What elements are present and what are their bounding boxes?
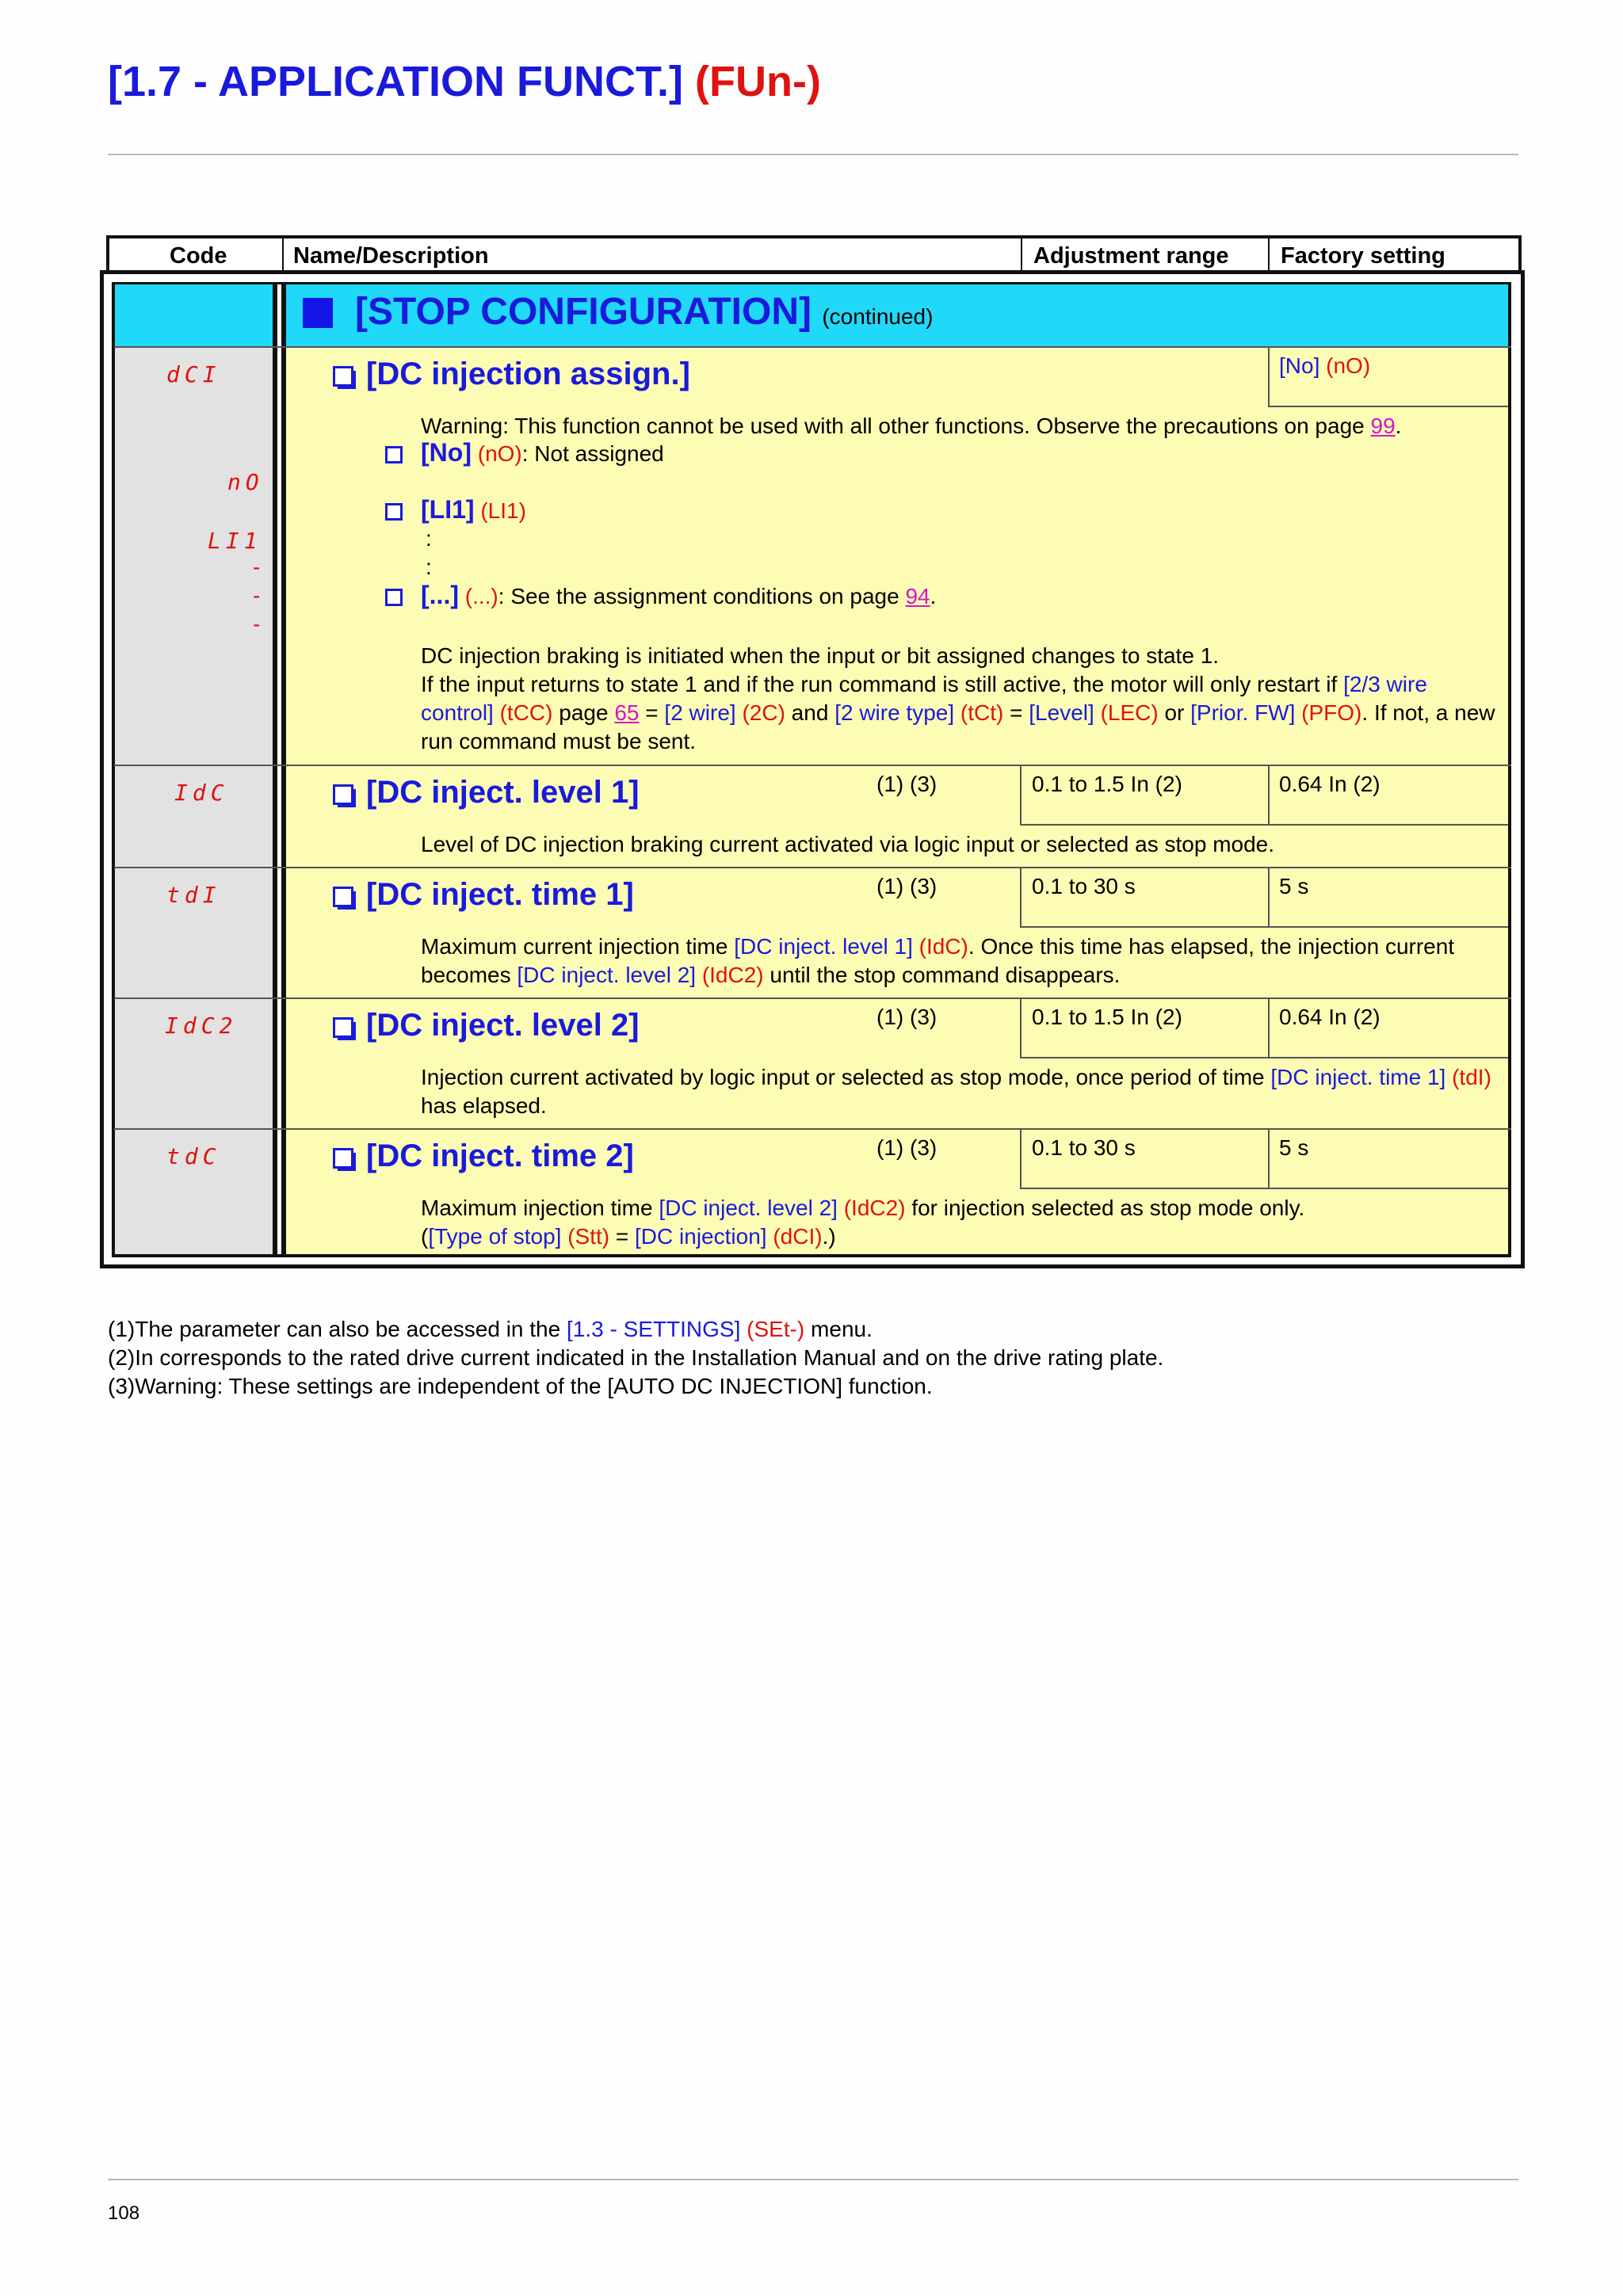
param-title-tdi: [DC inject. time 1] [366,877,634,912]
option-other-name: [...] [421,581,459,609]
code-ref: (PFO) [1301,700,1362,725]
option-other: [...] (...): See the assignment conditions on page 94. [421,581,937,609]
param-ref: [DC inject. level 2] [517,963,697,987]
cell-divider [1020,867,1022,927]
row-separator [114,1128,1511,1130]
code-ref: (LEC) [1100,700,1159,725]
column-divider [273,284,277,1254]
inner-frame-right [1508,284,1511,1257]
header-factory: Factory setting [1281,243,1445,269]
param-ref: [Type of stop] [428,1224,562,1249]
dci-desc-2 [421,670,1499,756]
cell-divider [1020,1057,1508,1058]
factory-idc: 0.64 In (2) [1279,772,1381,796]
option-square-icon [385,503,403,521]
text: (1)The parameter can also be accessed in the [108,1317,567,1341]
factory-tdc: 5 s [1279,1135,1309,1160]
option-li1-code: (LI1) [480,498,526,523]
header-range: Adjustment range [1033,243,1229,269]
title-main: [1.7 - APPLICATION FUNCT.] [108,58,683,105]
section-square-icon [303,298,333,328]
param-ref: [2 wire] [664,700,736,725]
param-code-idc2: IdC2 [165,1013,238,1039]
dci-factory-code: (nO) [1326,353,1371,378]
text: Maximum injection time [421,1196,659,1220]
text: has elapsed. [421,1093,547,1118]
range-idc2: 0.1 to 1.5 In (2) [1032,1005,1182,1029]
cell-divider [1268,867,1270,927]
text: Injection current activated by logic input or selected as stop mode, once period of time [421,1065,1271,1089]
text: and [785,700,835,725]
param-title-dci: [DC injection assign.] [366,357,690,391]
text: = [609,1224,636,1249]
code-ref: (IdC) [918,934,968,959]
row-separator [114,997,1511,999]
title-code: (FUn-) [695,58,821,105]
param-ref: [DC inject. time 1] [1270,1065,1446,1089]
param-ref: [2 wire type] [834,700,955,725]
code-ref: (2C) [742,700,785,725]
text: = [639,700,665,725]
checkbox-icon [333,366,353,387]
desc-tdi [421,933,1499,990]
text: . Once this time has elapsed, the injection current becomes [421,934,1455,987]
section-continued: (continued) [822,304,934,329]
cell-divider [1268,765,1270,825]
inner-frame-bottom [114,1254,1511,1257]
option-code-no: nO [227,469,264,495]
text: for injection selected as stop mode only. [905,1196,1305,1220]
text: . If not, a new run command must be sent. [421,700,1495,753]
text: Maximum current injection time [421,934,735,959]
range-tdi: 0.1 to 30 s [1032,874,1136,898]
code-ref: (tCt) [960,700,1004,725]
header-divider [282,238,284,273]
cell-divider [1020,824,1508,826]
cell-divider [1020,997,1022,1058]
cell-divider [1268,1128,1270,1188]
code-ref: (IdC2) [843,1196,906,1220]
dci-warning: Warning: This function cannot be used with all other functions. Observe the precautions on page 99. [421,414,1402,438]
code-ref: (dCI) [773,1224,823,1249]
page-link-94[interactable]: 94 [905,584,930,608]
param-ref: [DC inject. level 1] [734,934,913,959]
factory-idc2: 0.64 In (2) [1279,1005,1381,1029]
option-square-icon [385,589,403,606]
range-idc: 0.1 to 1.5 In (2) [1032,772,1182,796]
factory-tdi: 5 s [1279,874,1309,898]
text: .) [822,1224,836,1249]
code-ref: (SEt-) [747,1317,805,1341]
option-ellipsis-dot: : [426,526,432,551]
header-divider [1021,238,1022,273]
footnotes [108,1315,1163,1401]
code-dash: - [253,612,261,636]
inner-frame-top [114,282,1511,284]
param-title-idc2: [DC inject. level 2] [366,1008,640,1043]
section-title [355,290,933,334]
option-no [421,438,664,468]
page-number: 108 [108,2203,140,2224]
dci-warning-text: Warning: This function cannot be used with all other functions. Observe the precautions on page [421,414,1371,438]
code-ref: (Stt) [567,1224,610,1249]
dci-factory-name: [No] [1279,353,1320,378]
bottom-rule [108,2179,1518,2180]
checkbox-icon [333,1148,353,1169]
cell-divider [1268,997,1270,1058]
param-notes-tdc: (1) (3) [876,1135,938,1160]
cell-divider [1020,765,1022,825]
param-code-idc: IdC [174,780,229,806]
desc-idc: Level of DC injection braking current activated via logic input or selected as stop mode. [421,832,1275,856]
footnote-1 [108,1315,1163,1344]
code-ref: (tCC) [499,700,553,725]
param-ref: [Level] [1029,700,1094,725]
param-ref: [1.3 - SETTINGS] [566,1317,741,1341]
param-title-tdc: [DC inject. time 2] [366,1138,634,1173]
row-separator [114,867,1511,868]
desc-tdc-2 [421,1222,836,1251]
inner-frame-left [112,282,115,1257]
header-code: Code [170,243,227,269]
code-ref: (IdC2) [701,963,764,987]
param-ref: [Prior. FW] [1190,700,1296,725]
option-ellipsis-dot: : [426,555,432,579]
dci-desc-1: DC injection braking is initiated when the input or bit assigned changes to state 1. [421,643,1220,668]
header-divider [1268,238,1270,273]
text: page [552,700,615,725]
text: ( [421,1224,429,1249]
section-title-text: [STOP CONFIGURATION] [355,291,812,333]
column-divider [281,284,286,1254]
option-no-code: (nO) [477,441,522,466]
text: or [1158,700,1191,725]
section-header-code-cell [114,284,273,346]
option-li1 [421,495,526,525]
param-notes-idc: (1) (3) [876,772,938,796]
desc-tdc-1 [421,1194,1304,1222]
option-other-text: : See the assignment conditions on page [498,584,906,608]
cell-divider [1268,346,1270,406]
text: until the stop command disappears. [763,963,1121,987]
range-tdc: 0.1 to 30 s [1032,1135,1136,1160]
option-square-icon [385,446,403,463]
checkbox-icon [333,1017,353,1038]
page-link-65[interactable]: 65 [614,700,640,725]
row-separator [114,765,1511,766]
option-other-code: (...) [464,584,498,608]
param-ref: [DC inject. level 2] [659,1196,838,1220]
page-title [108,57,821,106]
code-ref: (tdI) [1452,1065,1491,1089]
checkbox-icon [333,887,353,907]
param-code-dci: dCI [166,361,221,387]
dci-factory [1279,352,1370,380]
cell-divider [1020,1128,1022,1188]
code-column [114,284,273,1254]
text: If the input returns to state 1 and if the run command is still active, the motor will only restart if [421,672,1344,696]
option-code-li1: LI1 [208,528,262,554]
param-title-idc: [DC inject. level 1] [366,775,640,810]
text: = [1003,700,1029,725]
param-code-tdc: tdC [166,1143,221,1169]
top-rule [108,154,1518,155]
param-notes-tdi: (1) (3) [876,874,938,898]
param-ref: [DC injection] [635,1224,767,1249]
code-dash: - [253,555,261,579]
param-notes-idc2: (1) (3) [876,1005,938,1029]
cell-divider [1020,1188,1508,1189]
desc-idc2 [421,1063,1499,1120]
row-separator [114,346,1511,348]
option-no-text: : Not assigned [521,441,664,466]
footnote-2: (2)In corresponds to the rated drive current indicated in the Installation Manual and on the drive rating plate. [108,1345,1164,1370]
option-li1-name: [LI1] [421,495,475,524]
header-name: Name/Description [293,243,489,269]
param-code-tdi: tdI [166,882,221,908]
cell-divider [1020,926,1508,928]
option-no-name: [No] [421,438,472,467]
text: menu. [804,1317,873,1341]
code-dash: - [253,583,261,608]
cell-divider [1268,406,1508,407]
footnote-3: (3)Warning: These settings are independent of the [AUTO DC INJECTION] function. [108,1374,933,1398]
checkbox-icon [333,784,353,805]
param-ref: [2/3 wire control] [421,672,1427,725]
page-link-99[interactable]: 99 [1370,414,1396,438]
